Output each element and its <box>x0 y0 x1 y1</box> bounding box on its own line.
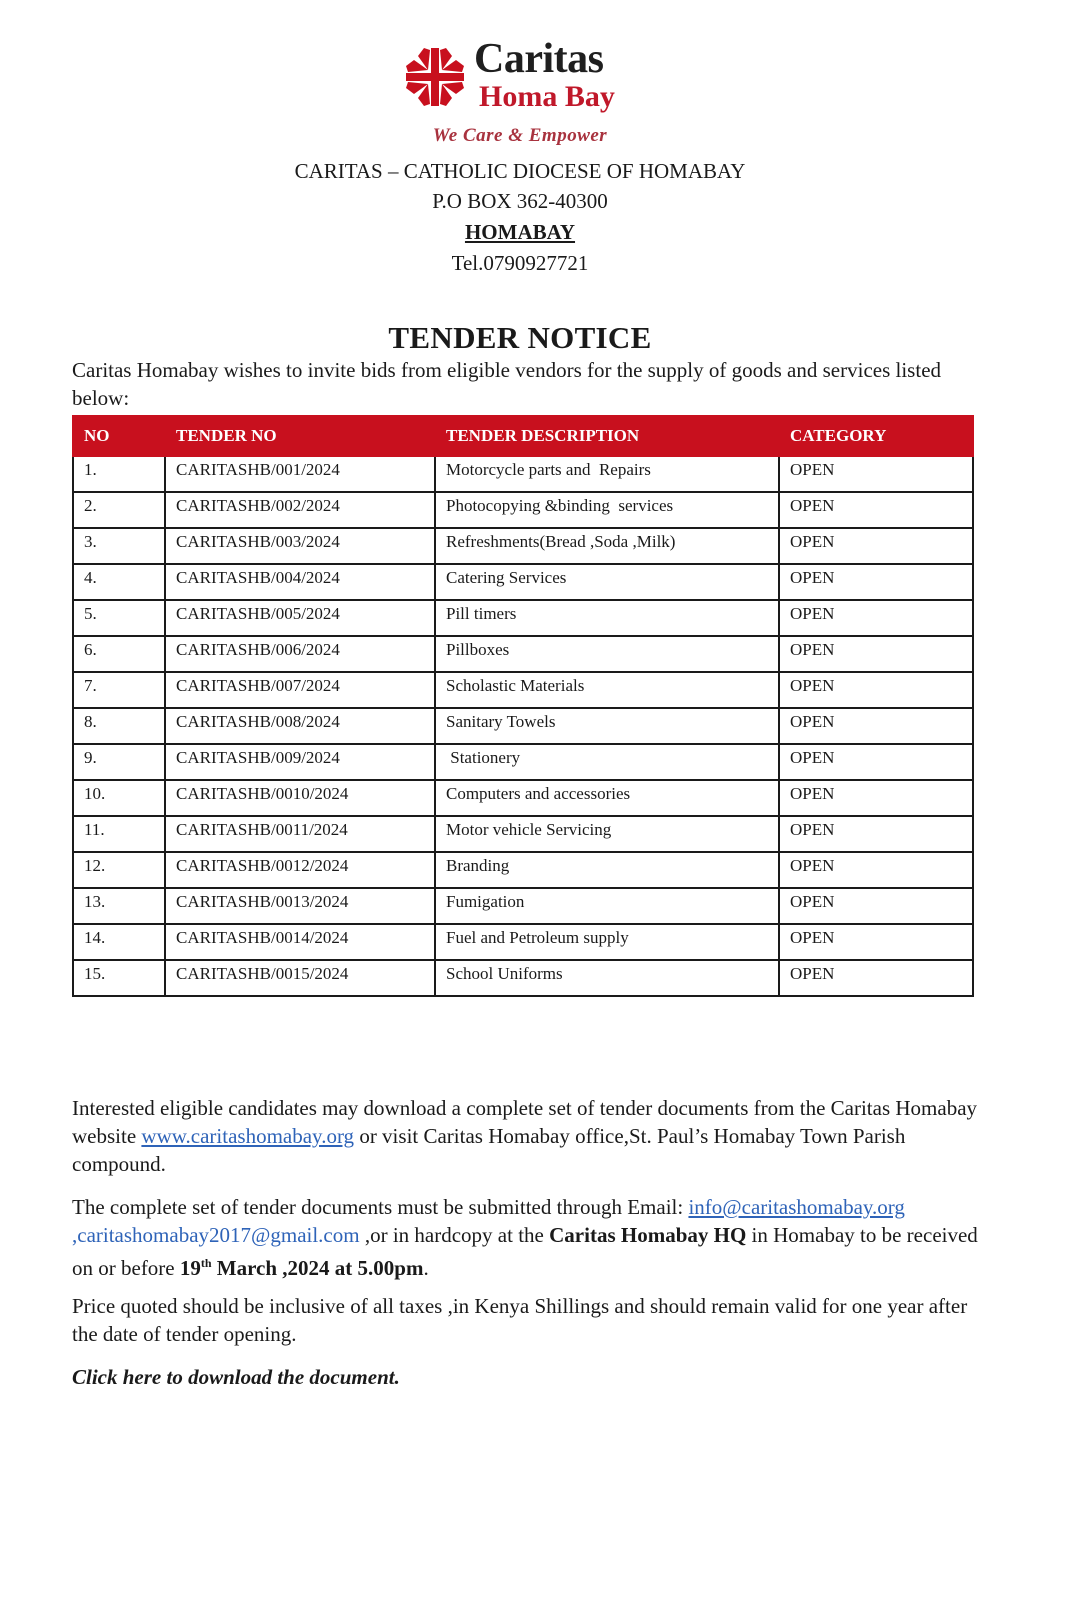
row-category: OPEN <box>779 600 973 636</box>
row-description: Motorcycle parts and Repairs <box>435 456 779 492</box>
row-description: School Uniforms <box>435 960 779 996</box>
header-tender-no: TENDER NO <box>165 416 435 456</box>
table-row <box>73 708 973 744</box>
row-category: OPEN <box>779 816 973 852</box>
row-tender-no: CARITASHB/001/2024 <box>165 456 435 492</box>
logo-subtitle: Homa Bay <box>479 80 615 113</box>
row-no: 4. <box>73 564 165 600</box>
row-category: OPEN <box>779 708 973 744</box>
price-paragraph: Price quoted should be inclusive of all taxes ,in Kenya Shillings and should remain valid for one year after the date of tender opening. <box>72 1294 968 1346</box>
logo-wordmark: Caritas <box>474 36 604 82</box>
table-row <box>73 564 973 600</box>
row-tender-no: CARITASHB/002/2024 <box>165 492 435 528</box>
row-description: Motor vehicle Servicing <box>435 816 779 852</box>
intro-text: Caritas Homabay wishes to invite bids from eligible vendors for the supply of goods and services listed below: <box>72 358 942 410</box>
row-category: OPEN <box>779 924 973 960</box>
table-row <box>73 456 973 492</box>
row-no: 14. <box>73 924 165 960</box>
row-description: Fuel and Petroleum supply <box>435 924 779 960</box>
header-no: NO <box>73 416 165 456</box>
table-row <box>73 960 973 996</box>
table-row <box>73 924 973 960</box>
row-no: 9. <box>73 744 165 780</box>
download-document-link[interactable]: Click here to download the document. <box>72 1365 400 1389</box>
row-no: 3. <box>73 528 165 564</box>
download-info-text: Interested eligible candidates may download a complete set of tender documents from the Caritas Homabay website <box>72 1096 978 1148</box>
row-description: Catering Services <box>435 564 779 600</box>
table-row <box>73 600 973 636</box>
row-category: OPEN <box>779 564 973 600</box>
table-row <box>73 780 973 816</box>
row-no: 6. <box>73 636 165 672</box>
row-tender-no: CARITASHB/009/2024 <box>165 744 435 780</box>
row-category: OPEN <box>779 672 973 708</box>
tender-table <box>72 415 974 997</box>
row-category: OPEN <box>779 456 973 492</box>
table-row <box>73 744 973 780</box>
row-description: Fumigation <box>435 888 779 924</box>
submission-text-mid2: in Homabay to be received on or before <box>72 1223 978 1280</box>
row-tender-no: CARITASHB/008/2024 <box>165 708 435 744</box>
row-no: 5. <box>73 600 165 636</box>
submission-text: The complete set of tender documents must be submitted through Email: <box>72 1195 689 1219</box>
header-description: TENDER DESCRIPTION <box>435 416 779 456</box>
row-tender-no: CARITASHB/003/2024 <box>165 528 435 564</box>
row-tender-no: CARITASHB/0014/2024 <box>165 924 435 960</box>
table-row <box>73 636 973 672</box>
row-tender-no: CARITASHB/004/2024 <box>165 564 435 600</box>
row-tender-no: CARITASHB/006/2024 <box>165 636 435 672</box>
caritas-cross-icon <box>404 46 466 108</box>
telephone: Tel.0790927721 <box>451 251 589 275</box>
row-description: Photocopying &binding services <box>435 492 779 528</box>
header-category: CATEGORY <box>779 416 973 456</box>
hq-name: Caritas Homabay HQ <box>549 1223 747 1247</box>
row-category: OPEN <box>779 888 973 924</box>
table-row <box>73 672 973 708</box>
row-tender-no: CARITASHB/005/2024 <box>165 600 435 636</box>
row-description: Scholastic Materials <box>435 672 779 708</box>
row-description: Pill timers <box>435 600 779 636</box>
row-no: 2. <box>73 492 165 528</box>
row-description: Branding <box>435 852 779 888</box>
row-tender-no: CARITASHB/0013/2024 <box>165 888 435 924</box>
email-link-info[interactable]: info@caritashomabay.org <box>688 1195 905 1219</box>
row-category: OPEN <box>779 960 973 996</box>
row-tender-no: CARITASHB/0015/2024 <box>165 960 435 996</box>
caritas-logo <box>404 36 634 113</box>
page-title: TENDER NOTICE <box>388 320 652 355</box>
email-link-gmail[interactable]: ,caritashomabay2017@gmail.com <box>72 1223 360 1247</box>
row-description: Refreshments(Bread ,Soda ,Milk) <box>435 528 779 564</box>
row-category: OPEN <box>779 528 973 564</box>
website-link[interactable]: www.caritashomabay.org <box>141 1124 355 1148</box>
row-category: OPEN <box>779 744 973 780</box>
row-tender-no: CARITASHB/0010/2024 <box>165 780 435 816</box>
table-row <box>73 528 973 564</box>
submission-end: . <box>423 1256 429 1280</box>
download-info-paragraph <box>72 1094 982 1178</box>
row-tender-no: CARITASHB/0011/2024 <box>165 816 435 852</box>
row-no: 8. <box>73 708 165 744</box>
submission-paragraph <box>72 1193 982 1282</box>
table-row <box>73 852 973 888</box>
deadline: 19th March ,2024 at 5.00pm <box>179 1256 424 1280</box>
row-category: OPEN <box>779 852 973 888</box>
tender-table-body <box>73 456 973 996</box>
row-category: OPEN <box>779 780 973 816</box>
download-info-text-end: or visit Caritas Homabay office,St. Paul’s Homabay Town Parish compound. <box>72 1124 906 1176</box>
submission-text-mid: ,or in hardcopy at the <box>359 1223 550 1247</box>
po-box: P.O BOX 362-40300 <box>432 189 608 213</box>
row-description: Pillboxes <box>435 636 779 672</box>
row-description: Stationery <box>435 744 779 780</box>
row-no: 1. <box>73 456 165 492</box>
row-no: 12. <box>73 852 165 888</box>
row-description: Computers and accessories <box>435 780 779 816</box>
table-row <box>73 888 973 924</box>
row-no: 13. <box>73 888 165 924</box>
row-no: 10. <box>73 780 165 816</box>
row-description: Sanitary Towels <box>435 708 779 744</box>
row-category: OPEN <box>779 492 973 528</box>
row-no: 15. <box>73 960 165 996</box>
row-tender-no: CARITASHB/007/2024 <box>165 672 435 708</box>
logo-tagline: We Care & Empower <box>432 125 608 146</box>
table-row <box>73 492 973 528</box>
row-category: OPEN <box>779 636 973 672</box>
town: HOMABAY <box>464 220 576 244</box>
row-tender-no: CARITASHB/0012/2024 <box>165 852 435 888</box>
org-name: CARITAS – CATHOLIC DIOCESE OF HOMABAY <box>294 159 746 183</box>
table-row <box>73 816 973 852</box>
table-header-row <box>73 416 973 456</box>
row-no: 7. <box>73 672 165 708</box>
row-no: 11. <box>73 816 165 852</box>
